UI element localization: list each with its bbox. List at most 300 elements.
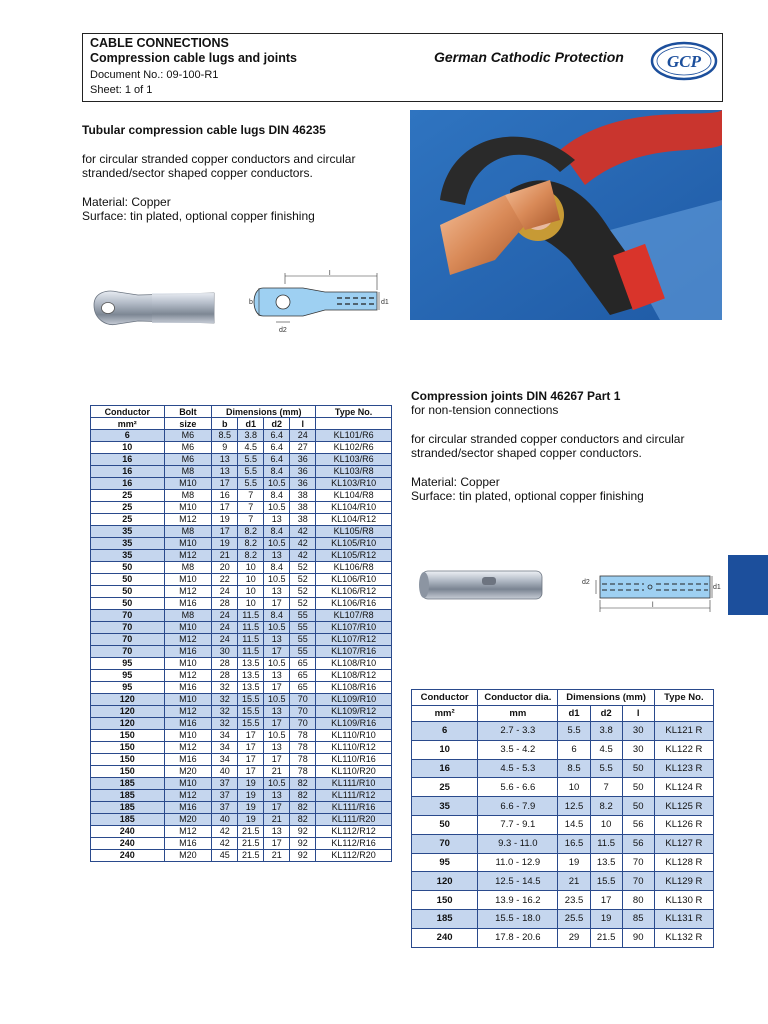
table-cell: 52 [290,598,316,610]
table-cell: KL121 R [654,722,713,741]
table-cell: KL111/R16 [316,802,392,814]
joint-dim-d2: d2 [582,579,590,586]
table-cell: 240 [91,826,165,838]
joints-col-type: Type No. [654,690,713,706]
joints-desc-line1: for circular stranded copper conductors and circular [411,432,685,446]
table-cell: 10 [238,562,264,574]
table-cell: 42 [290,550,316,562]
table-cell: KL130 R [654,891,713,910]
table-cell: 92 [290,850,316,862]
joints-desc-line2: stranded/sector shaped copper conductors. [411,446,642,460]
table-cell: 5.5 [558,722,590,741]
table-cell: M10 [164,622,212,634]
table-cell: 11.0 - 12.9 [478,853,558,872]
table-cell: 35 [91,526,165,538]
table-cell: 15.5 [238,718,264,730]
table-cell: 7 [238,514,264,526]
table-row [412,909,714,928]
table-cell: 17 [238,754,264,766]
table-cell: 12.5 [558,797,590,816]
table-cell: 120 [91,706,165,718]
table-cell: 6.4 [264,454,290,466]
table-row [91,430,392,442]
table-cell: KL129 R [654,872,713,891]
table-cell: 13 [264,706,290,718]
joint-dim-l: l [652,602,654,609]
table-cell: 56 [622,834,654,853]
table-cell: 78 [290,742,316,754]
table-cell: 19 [590,909,622,928]
lugs-table-header-row [91,406,392,418]
table-cell: 150 [91,766,165,778]
lugs-desc-line1: for circular stranded copper conductors and circular [82,152,356,166]
table-cell: 38 [290,514,316,526]
header-title: Compression cable lugs and joints [90,51,297,65]
table-row [91,610,392,622]
table-cell: 13 [264,826,290,838]
table-cell: 16 [91,454,165,466]
table-cell: M10 [164,478,212,490]
table-cell: 10.5 [264,730,290,742]
table-cell: KL111/R20 [316,814,392,826]
table-cell: 17 [264,682,290,694]
table-cell: 70 [91,646,165,658]
table-cell: 10 [558,778,590,797]
table-cell: 10.5 [264,478,290,490]
table-cell: M20 [164,814,212,826]
table-cell: M16 [164,838,212,850]
table-cell: 8.5 [212,430,238,442]
table-cell: 21.5 [238,850,264,862]
table-row [91,562,392,574]
table-cell: 36 [290,454,316,466]
table-cell: KL108/R10 [316,658,392,670]
lug-dim-d2: d2 [279,327,287,334]
header-category: CABLE CONNECTIONS [90,36,229,50]
table-cell: 150 [412,891,478,910]
lugs-col-mm2: mm² [91,418,165,430]
lug-dim-d1: d1 [381,299,389,306]
table-cell: 95 [91,670,165,682]
table-cell: 13.5 [590,853,622,872]
table-cell: 82 [290,790,316,802]
table-cell: 30 [212,646,238,658]
table-cell: M10 [164,778,212,790]
table-cell: KL101/R6 [316,430,392,442]
table-row [91,502,392,514]
table-cell: 6 [558,740,590,759]
table-cell: 45 [212,850,238,862]
table-cell: 11.5 [238,610,264,622]
table-cell: 23.5 [558,891,590,910]
table-cell: M8 [164,490,212,502]
table-cell: KL108/R12 [316,670,392,682]
table-cell: 17 [264,598,290,610]
table-cell: 50 [622,759,654,778]
table-cell: M12 [164,826,212,838]
table-cell: M20 [164,766,212,778]
table-cell: KL112/R20 [316,850,392,862]
table-cell: KL127 R [654,834,713,853]
table-cell: 65 [290,658,316,670]
table-cell: 82 [290,778,316,790]
table-cell: 5.6 - 6.6 [478,778,558,797]
table-cell: KL104/R8 [316,490,392,502]
joints-col-dia-unit: mm [478,706,558,722]
table-cell: M6 [164,430,212,442]
table-row [412,797,714,816]
table-cell: M10 [164,502,212,514]
table-row [412,853,714,872]
table-cell: 11.5 [238,622,264,634]
table-cell: KL105/R10 [316,538,392,550]
table-cell: M12 [164,670,212,682]
table-cell: M20 [164,850,212,862]
table-cell: 32 [212,694,238,706]
table-cell: 55 [290,646,316,658]
table-cell: 25 [91,502,165,514]
table-cell: 5.5 [590,759,622,778]
joints-material: Material: Copper [411,475,500,489]
table-cell: 16 [212,490,238,502]
lugs-table-body [91,430,392,862]
table-cell: 17 [590,891,622,910]
table-cell: 70 [412,834,478,853]
table-cell: 37 [212,790,238,802]
section-tab-marker [728,555,768,615]
crimping-tool-photo [410,110,722,320]
table-cell: 82 [290,814,316,826]
table-cell: 10.5 [264,574,290,586]
table-cell: 52 [290,586,316,598]
table-cell: 10 [238,598,264,610]
table-cell: 17 [212,502,238,514]
table-cell: 42 [212,826,238,838]
table-cell: KL123 R [654,759,713,778]
table-row [412,740,714,759]
table-cell: 21.5 [590,928,622,947]
table-cell: 21.5 [238,826,264,838]
cable-lug-diagram [245,270,393,336]
table-cell: 10.5 [264,538,290,550]
table-cell: 40 [212,766,238,778]
table-cell: KL107/R12 [316,634,392,646]
table-cell: KL124 R [654,778,713,797]
table-row [91,814,392,826]
table-cell: 65 [290,682,316,694]
table-cell: KL103/R6 [316,454,392,466]
table-row [91,454,392,466]
table-cell: 19 [238,814,264,826]
table-cell: 37 [212,802,238,814]
document-number: Document No.: 09-100-R1 [90,69,219,81]
table-cell: 4.5 [590,740,622,759]
lugs-table [90,405,392,862]
table-cell: 4.5 - 5.3 [478,759,558,778]
table-cell: 13.5 [238,682,264,694]
table-cell: 32 [212,682,238,694]
table-cell: 13 [264,514,290,526]
table-row [412,872,714,891]
table-cell: 8.4 [264,490,290,502]
table-cell: 17 [238,730,264,742]
table-cell: KL110/R20 [316,766,392,778]
table-row [91,490,392,502]
table-cell: KL131 R [654,909,713,928]
cable-lug-image [86,283,218,333]
table-cell: KL108/R16 [316,682,392,694]
table-cell: M12 [164,706,212,718]
table-cell: 12.5 - 14.5 [478,872,558,891]
table-cell: 8.2 [590,797,622,816]
table-cell: 150 [91,730,165,742]
table-cell: 15.5 [238,694,264,706]
joints-table-body [412,722,714,948]
table-cell: 50 [412,815,478,834]
table-cell: 40 [212,814,238,826]
table-cell: KL107/R16 [316,646,392,658]
table-cell: 3.8 [590,722,622,741]
table-row [91,706,392,718]
table-cell: 38 [290,502,316,514]
table-cell: KL112/R12 [316,826,392,838]
table-cell: 13 [264,550,290,562]
table-cell: 85 [622,909,654,928]
table-cell: 13 [264,742,290,754]
table-cell: 185 [91,778,165,790]
company-name: German Cathodic Protection [434,49,624,65]
table-cell: 7 [590,778,622,797]
table-cell: KL110/R16 [316,754,392,766]
lugs-col-d2: d2 [264,418,290,430]
table-cell: M8 [164,466,212,478]
joints-table-subheader-row [412,706,714,722]
table-cell: 24 [212,586,238,598]
table-cell: 16 [91,478,165,490]
table-row [91,790,392,802]
table-cell: 52 [290,574,316,586]
table-cell: 15.5 - 18.0 [478,909,558,928]
table-cell: 3.8 [238,430,264,442]
table-cell: 21 [212,550,238,562]
table-cell: 10 [590,815,622,834]
table-cell: M8 [164,562,212,574]
lugs-title: Tubular compression cable lugs DIN 46235 [82,123,326,137]
table-cell: 10.5 [264,622,290,634]
joints-col-dia: Conductor dia. [478,690,558,706]
joints-col-d1: d1 [558,706,590,722]
table-cell: KL110/R10 [316,730,392,742]
table-cell: 78 [290,766,316,778]
table-cell: 50 [91,574,165,586]
lugs-desc-line2: stranded/sector shaped copper conductors. [82,166,313,180]
table-cell: 240 [91,850,165,862]
table-cell: 28 [212,670,238,682]
table-row [91,658,392,670]
table-cell: 34 [212,730,238,742]
table-row [412,722,714,741]
table-cell: 92 [290,838,316,850]
table-cell: 7 [238,490,264,502]
table-cell: 13.5 [238,670,264,682]
table-cell: 56 [622,815,654,834]
table-cell: KL126 R [654,815,713,834]
table-cell: 21 [264,766,290,778]
table-row [412,759,714,778]
table-cell: 16 [91,466,165,478]
table-cell: 36 [290,466,316,478]
table-cell: 16 [412,759,478,778]
table-cell: 8.5 [558,759,590,778]
table-cell: 50 [91,586,165,598]
table-cell: 65 [290,670,316,682]
table-cell: 27 [290,442,316,454]
joints-subtitle: for non-tension connections [411,403,559,417]
table-cell: 5.5 [238,478,264,490]
table-cell: 42 [290,526,316,538]
table-cell: 185 [91,790,165,802]
table-cell: KL106/R12 [316,586,392,598]
table-row [91,694,392,706]
table-cell: 8.2 [238,550,264,562]
joints-col-d2: d2 [590,706,622,722]
table-cell: 8.4 [264,466,290,478]
table-cell: 19 [558,853,590,872]
table-row [91,742,392,754]
table-cell: 20 [212,562,238,574]
table-cell: KL132 R [654,928,713,947]
table-cell: 24 [212,634,238,646]
table-cell: M12 [164,790,212,802]
table-cell: 10 [238,586,264,598]
table-row [412,778,714,797]
table-row [91,538,392,550]
table-cell: 30 [622,722,654,741]
table-cell: KL107/R10 [316,622,392,634]
table-cell: 10.5 [264,502,290,514]
table-cell: 17 [264,646,290,658]
table-cell: 120 [91,694,165,706]
table-cell: 19 [238,778,264,790]
table-cell: 92 [290,826,316,838]
table-cell: KL111/R12 [316,790,392,802]
table-cell: 78 [290,754,316,766]
table-cell: 50 [622,778,654,797]
table-row [91,466,392,478]
table-cell: 10 [91,442,165,454]
table-cell: 55 [290,610,316,622]
joints-title: Compression joints DIN 46267 Part 1 [411,389,621,403]
lugs-col-size: size [164,418,212,430]
table-cell: 21.5 [238,838,264,850]
table-cell: 185 [91,802,165,814]
table-cell: KL103/R8 [316,466,392,478]
lugs-col-bolt: Bolt [164,406,212,418]
table-cell: 90 [622,928,654,947]
lugs-col-b: b [212,418,238,430]
table-cell: 150 [91,754,165,766]
table-row [91,526,392,538]
table-cell: M8 [164,526,212,538]
table-cell: 21 [264,814,290,826]
table-cell: 8.4 [264,562,290,574]
joints-table-header-row [412,690,714,706]
table-cell: 10.5 [264,658,290,670]
table-row [91,442,392,454]
table-cell: 11.5 [590,834,622,853]
table-cell: 28 [212,658,238,670]
table-cell: M16 [164,802,212,814]
table-cell: 6 [412,722,478,741]
table-cell: M16 [164,754,212,766]
table-cell: 16.5 [558,834,590,853]
table-row [91,574,392,586]
table-cell: 70 [91,610,165,622]
table-cell: 17 [238,766,264,778]
lug-dim-b: b [249,299,253,306]
table-cell: 42 [212,838,238,850]
table-cell: M16 [164,646,212,658]
table-cell: 55 [290,634,316,646]
table-row [91,766,392,778]
table-row [91,670,392,682]
logo-text: GCP [667,52,701,71]
table-cell: KL104/R12 [316,514,392,526]
lug-dim-l: l [329,270,331,277]
compression-joint-diagram [580,570,722,616]
table-cell: 25 [91,514,165,526]
joints-col-mm2: mm² [412,706,478,722]
table-cell: 24 [212,622,238,634]
table-cell: 32 [212,718,238,730]
table-cell: 11.5 [238,646,264,658]
table-cell: 13 [212,466,238,478]
table-cell: KL112/R16 [316,838,392,850]
table-cell: 120 [91,718,165,730]
table-cell: 5.5 [238,466,264,478]
joints-col-type-blank [654,706,713,722]
lugs-col-conductor: Conductor [91,406,165,418]
table-cell: 10.5 [264,778,290,790]
table-cell: 6.6 - 7.9 [478,797,558,816]
table-cell: M16 [164,718,212,730]
table-cell: 8.4 [264,526,290,538]
gcp-logo [650,40,718,82]
table-cell: 55 [290,622,316,634]
table-cell: 8.2 [238,526,264,538]
table-cell: 150 [91,742,165,754]
table-cell: 19 [212,514,238,526]
table-cell: 17 [212,526,238,538]
table-cell: 24 [212,610,238,622]
table-row [91,850,392,862]
table-cell: 78 [290,730,316,742]
table-cell: 17 [264,754,290,766]
table-row [412,891,714,910]
table-cell: M10 [164,574,212,586]
table-cell: KL110/R12 [316,742,392,754]
table-row [91,622,392,634]
table-cell: M12 [164,586,212,598]
table-cell: 185 [412,909,478,928]
table-cell: 17 [238,742,264,754]
table-cell: 10.5 [264,694,290,706]
table-cell: M6 [164,442,212,454]
table-row [412,928,714,947]
table-cell: 30 [622,740,654,759]
table-cell: KL106/R10 [316,574,392,586]
joints-table [411,689,714,948]
